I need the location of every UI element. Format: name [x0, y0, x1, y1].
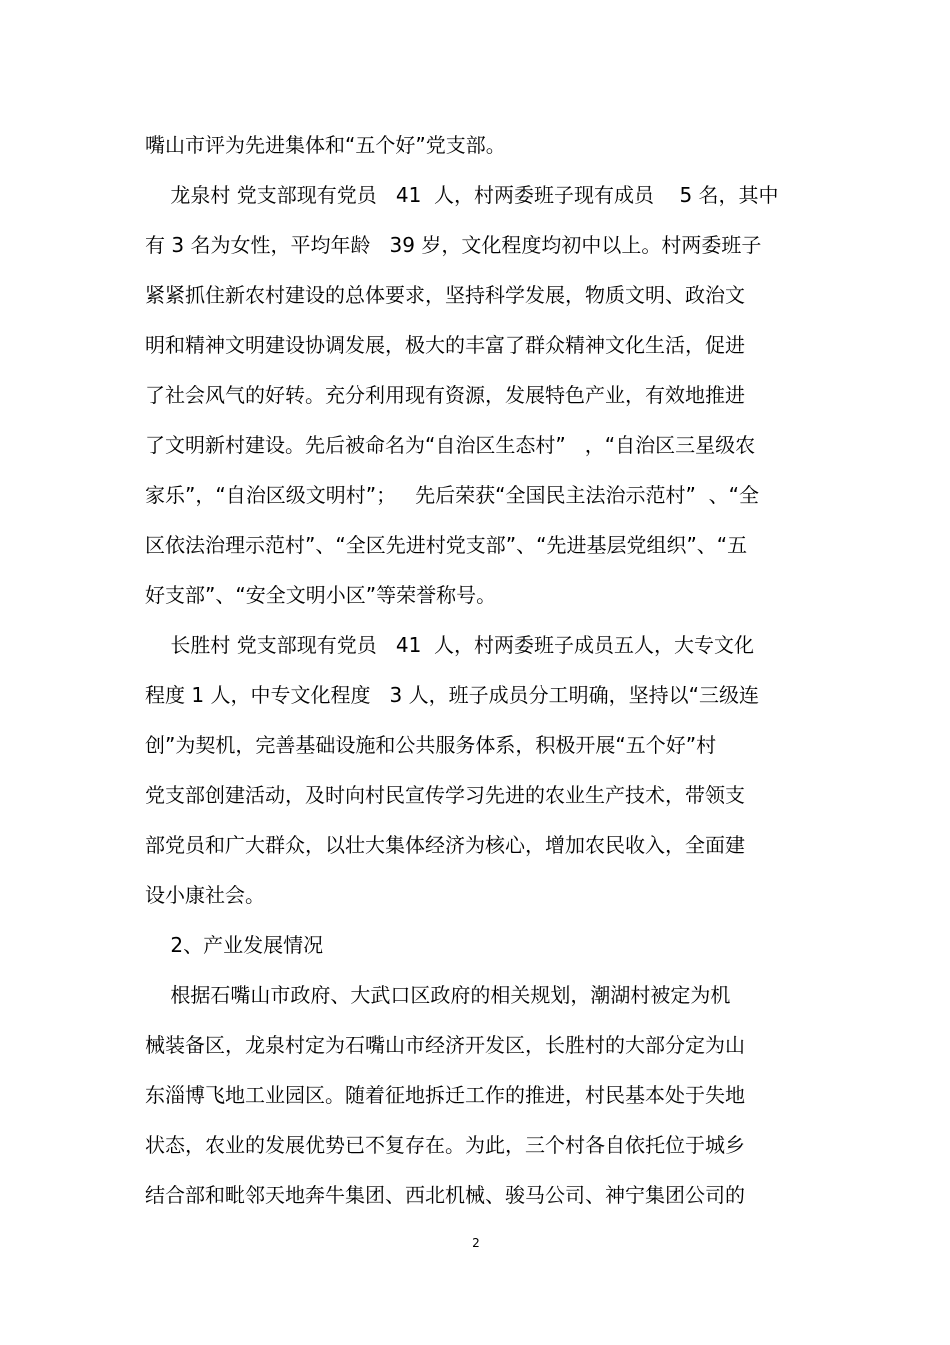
text-line: 结合部和毗邻天地奔牛集团、西北机械、骏马公司、神宁集团公司的 — [145, 1183, 745, 1207]
text-line: 嘴山市评为先进集体和“五个好”党支部。 — [145, 133, 506, 157]
text-line: 状态，农业的发展优势已不复存在。为此，三个村各自依托位于城乡 — [145, 1133, 745, 1157]
text-line: 好支部”、“安全文明小区”等荣誉称号。 — [145, 583, 497, 607]
text-line: 了文明新村建设。先后被命名为“自治区生态村” ，“自治区三星级农 — [145, 433, 756, 457]
text-line: 设小康社会。 — [145, 883, 265, 907]
text-line: 紧紧抓住新农村建设的总体要求，坚持科学发展，物质文明、政治文 — [145, 283, 745, 307]
text-line: 明和精神文明建设协调发展，极大的丰富了群众精神文化生活，促进 — [145, 333, 745, 357]
text-line: 程度 1 人，中专文化程度 3 人，班子成员分工明确，坚持以“三级连 — [145, 683, 759, 707]
text-line: 党支部创建活动，及时向村民宣传学习先进的农业生产技术，带领支 — [145, 783, 745, 807]
section-heading: 2、产业发展情况 — [145, 933, 324, 957]
text-line: 根据石嘴山市政府、大武口区政府的相关规划，潮湖村被定为机 — [145, 983, 731, 1007]
text-line: 械装备区，龙泉村定为石嘴山市经济开发区，长胜村的大部分定为山 — [145, 1033, 745, 1057]
text-line: 区依法治理示范村”、“全区先进村党支部”、“先进基层党组织”、“五 — [145, 533, 748, 557]
text-line: 长胜村 党支部现有党员 41 人，村两委班子成员五人，大专文化 — [145, 633, 755, 657]
text-line: 东淄博飞地工业园区。随着征地拆迁工作的推进，村民基本处于失地 — [145, 1083, 745, 1107]
text-line: 家乐”，“自治区级文明村”； 先后荣获“全国民主法治示范村” 、“全 — [145, 483, 759, 507]
text-line: 部党员和广大群众，以壮大集体经济为核心，增加农民收入，全面建 — [145, 833, 745, 857]
page-number: 2 — [472, 1236, 480, 1250]
text-line: 有 3 名为女性，平均年龄 39 岁，文化程度均初中以上。村两委班子 — [145, 233, 762, 257]
text-line: 龙泉村 党支部现有党员 41 人，村两委班子现有成员 5 名，其中 — [145, 183, 779, 207]
text-line: 创”为契机，完善基础设施和公共服务体系，积极开展“五个好”村 — [145, 733, 717, 757]
text-line: 了社会风气的好转。充分利用现有资源，发展特色产业，有效地推进 — [145, 383, 745, 407]
